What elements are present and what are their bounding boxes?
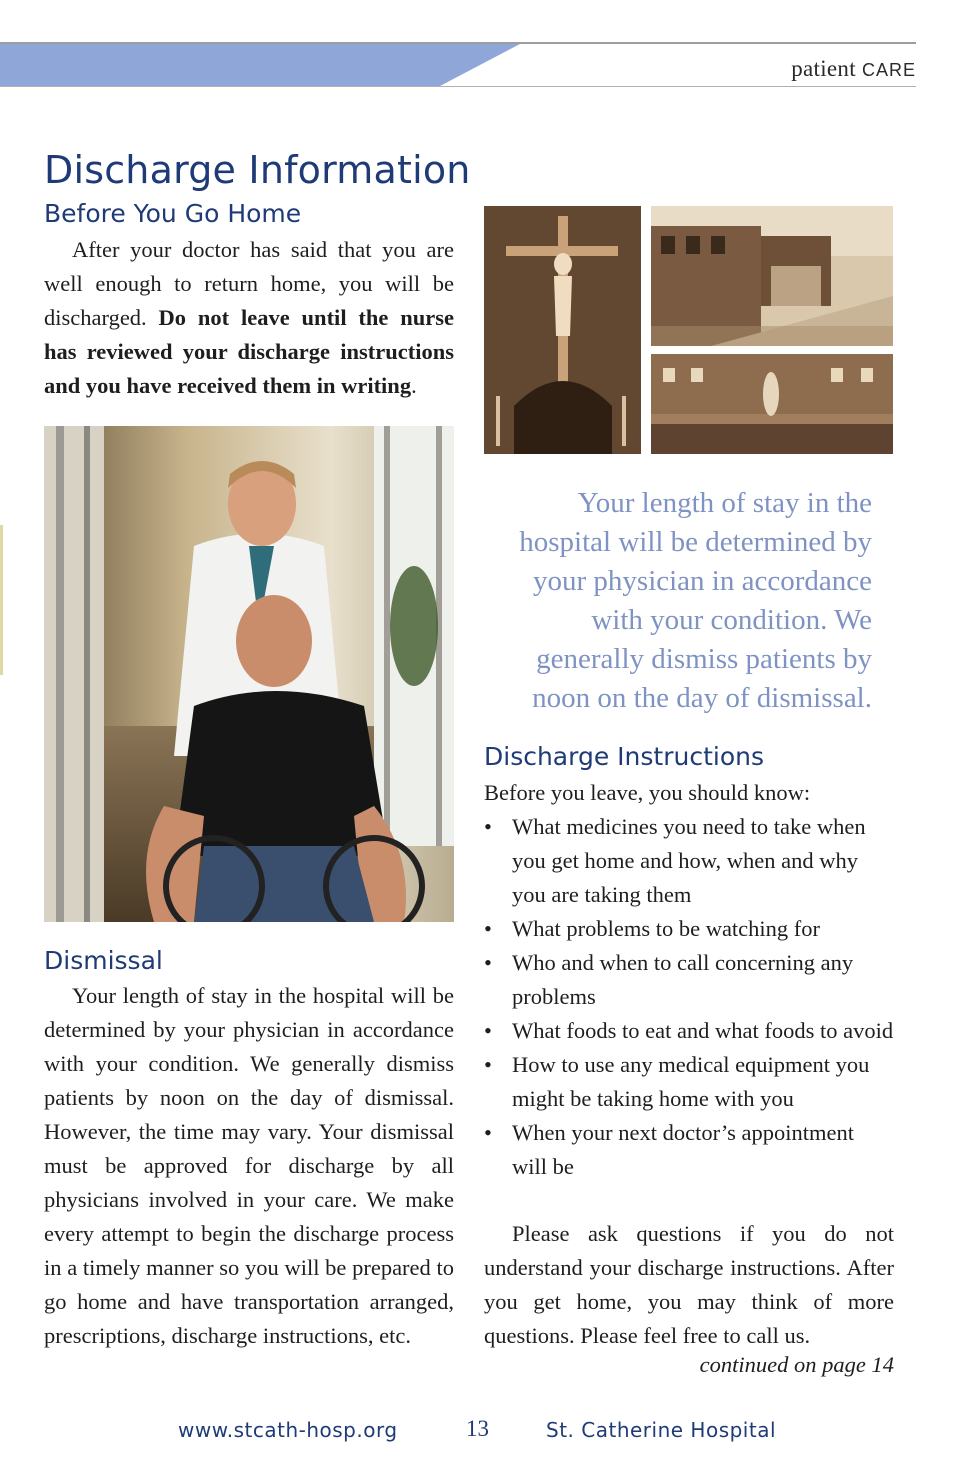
list-item-text: When your next doctor’s appointment will be [512, 1120, 855, 1179]
bullet-icon: • [484, 1052, 492, 1077]
header-rule-bottom [0, 86, 916, 87]
section-tag [791, 56, 916, 82]
dismissal-heading: Dismissal [44, 946, 163, 975]
courtyard-photo [651, 354, 893, 454]
before-home-heading: Before You Go Home [44, 199, 302, 228]
bullet-icon: • [484, 814, 492, 839]
list-item-text: What foods to eat and what foods to avoid [512, 1018, 894, 1043]
continued-link[interactable]: continued on page 14 [699, 1352, 894, 1377]
header-band [0, 44, 918, 86]
before-home-text: After your doctor has said that you are well enough to return home, you will be discharged. [44, 237, 454, 330]
instructions-intro: Before you leave, you should know: [484, 780, 811, 805]
bullet-icon: • [484, 916, 492, 941]
list-item [484, 946, 894, 1014]
section-word: patient [791, 56, 856, 81]
instructions-list [484, 810, 894, 1184]
crucifix-photo [484, 206, 641, 454]
list-item [484, 1116, 894, 1184]
bullet-icon: • [484, 1120, 492, 1145]
footer-hospital-name: St. Catherine Hospital [546, 1418, 777, 1442]
footer-url[interactable]: www.stcath-hosp.org [178, 1418, 398, 1442]
hospital-building-photo [651, 206, 893, 346]
bullet-icon: • [484, 950, 492, 975]
before-home-period: . [411, 373, 417, 398]
list-item-text: Who and when to call concerning any problems [512, 950, 854, 1009]
list-item [484, 1048, 894, 1116]
instructions-closing-text: Please ask questions if you do not understand your discharge instructions. After you get home, you may think of more questions. Please feel free to call us. [484, 1221, 894, 1348]
instructions-heading: Discharge Instructions [484, 742, 764, 771]
before-home-paragraph [44, 233, 454, 403]
instructions-closing [484, 1217, 894, 1353]
list-item-text: How to use any medical equipment you might be taking home with you [512, 1052, 870, 1111]
before-home-warning: Do not leave until the nurse has reviewed your discharge instructions and you have received them in writing [44, 305, 454, 398]
page-number: 13 [466, 1416, 489, 1441]
doctor-wheelchair-photo [44, 426, 454, 922]
dismissal-text: Your length of stay in the hospital will be determined by your physician in accordance with your condition. We generally dismiss patients by noon on the day of dismissal. However, the time may vary. Your dismissal must be approved for discharge by all physicians involved in your care. We make every attempt to begin the discharge process in a timely manner so you will be prepared to go home and have transportation arranged, prescriptions, discharge instructions, etc. [44, 983, 454, 1348]
pull-quote: Your length of stay in the hospital will be determined by your physician in accordance with your condition. We generally dismiss patients by noon on the day of dismissal. [519, 487, 872, 714]
page-edge-tab [0, 525, 3, 675]
page-title: Discharge Information [44, 148, 471, 192]
list-item-text: What problems to be watching for [512, 916, 821, 941]
bullet-icon: • [484, 1018, 492, 1043]
dismissal-paragraph [44, 979, 454, 1353]
list-item-text: What medicines you need to take when you get home and how, when and why you are taking them [512, 814, 866, 907]
list-item [484, 810, 894, 912]
list-item [484, 1014, 894, 1048]
section-caps: CARE [861, 60, 916, 80]
list-item [484, 912, 894, 946]
